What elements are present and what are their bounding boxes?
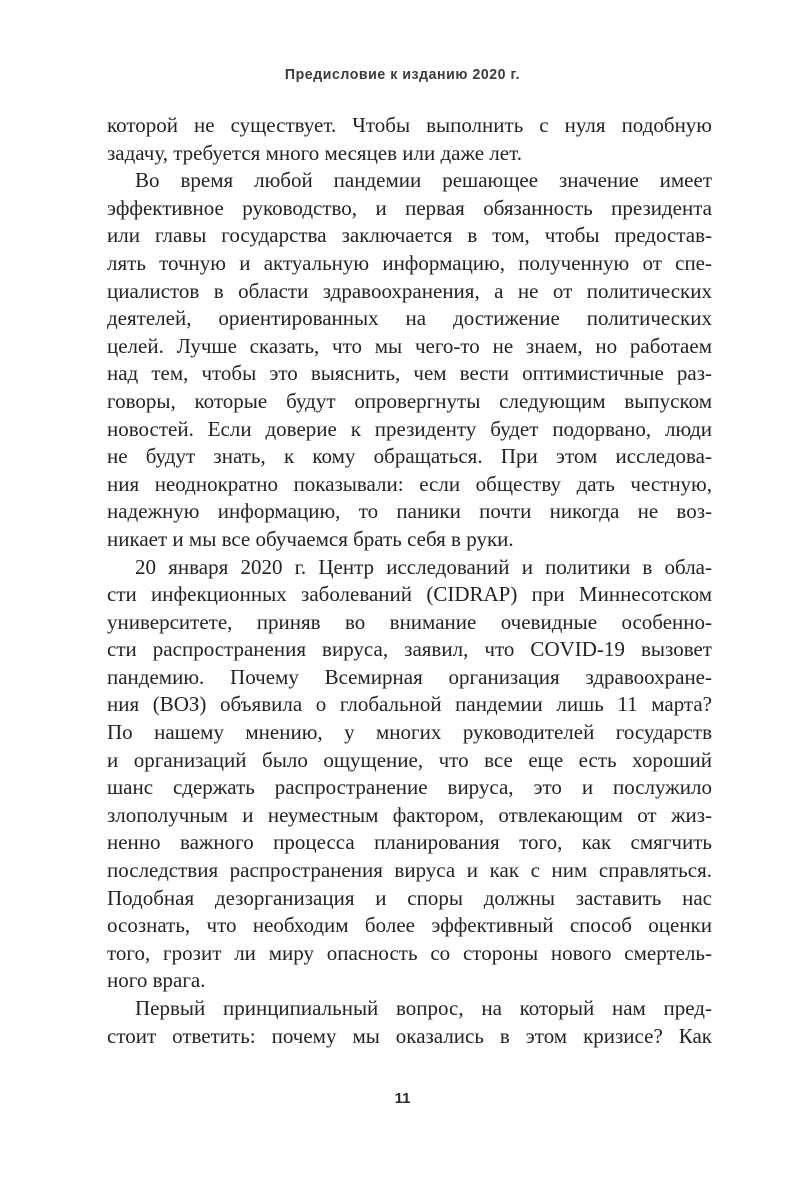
text-line: ненно важного процесса планирования того, как смягчить [107,830,712,855]
text-line: последствия распространения вируса и как с ним справляться. [107,858,712,883]
running-head: Предисловие к изданию 2020 г. [284,66,521,83]
text-line: ния неоднократно показывали: если обществу дать честную, [107,471,712,496]
text-line: надежную информацию, то паники почти никогда не воз- [107,499,712,524]
text-line: осознать, что необходим более эффективный способ оценки [107,913,712,938]
text-line: сти инфекционных заболеваний (CIDRAP) при Миннесотском [107,582,712,607]
paragraph [107,112,712,167]
text-line: задачу, требуется много месяцев или даже лет. [107,140,522,165]
page-number: 11 [394,1090,411,1107]
text-line: стоит ответить: почему мы оказались в этом кризисе? Как [107,1023,712,1048]
text-line: того, грозит ли миру опасность со стороны нового смертель- [107,940,712,965]
text-line: целей. Лучше сказать, что мы чего-то не знаем, но работаем [107,333,712,358]
text-line: злополучным и неуместным фактором, отвлекающим от жиз- [107,802,712,827]
text-line: ния (ВОЗ) объявила о глобальной пандемии лишь 11 марта? [107,692,712,717]
text-line: деятелей, ориентированных на достижение политических [107,306,712,331]
text-line: пандемию. Почему Всемирная организация здравоохране- [107,664,712,689]
text-line: никает и мы все обучаемся брать себя в руки. [107,526,514,551]
text-line: и организаций было ощущение, что все еще есть хороший [107,747,712,772]
text-line: По нашему мнению, у многих руководителей государств [107,720,712,745]
text-line: Подобная дезорганизация и споры должны заставить нас [107,885,712,910]
text-line: которой не существует. Чтобы выполнить с нуля подобную [107,113,712,137]
text-line: университете, приняв во внимание очевидные особенно- [107,609,712,634]
text-line: циалистов в области здравоохранения, а не от политических [107,278,712,303]
text-line: лять точную и актуальную информацию, полученную от спе- [107,250,712,275]
text-line: говоры, которые будут опровергнуты следующим выпуском [107,388,712,413]
text-line: сти распространения вируса, заявил, что COVID-19 вызовет [107,637,712,662]
paragraph [107,995,712,1050]
text-line: шанс сдержать распространение вируса, это и послужило [107,775,712,800]
text-line: 20 января 2020 г. Центр исследований и политики в обла- [135,554,712,579]
text-line: или главы государства заключается в том, чтобы предостав- [107,223,712,248]
text-line: не будут знать, к кому обращаться. При этом исследова- [107,444,712,469]
text-line: ного врага. [107,968,206,993]
text-line: Во время любой пандемии решающее значение имеет [135,168,712,193]
text-line: над тем, чтобы это выяснить, чем вести оптимистичные раз- [107,361,712,386]
text-line: Первый принципиальный вопрос, на который нам пред- [135,996,712,1020]
paragraph [107,167,712,553]
body-text [107,112,712,1050]
text-line: эффективное руководство, и первая обязанность президента [107,195,712,220]
paragraph [107,554,712,996]
text-line: новостей. Если доверие к президенту будет подорвано, люди [107,416,712,441]
